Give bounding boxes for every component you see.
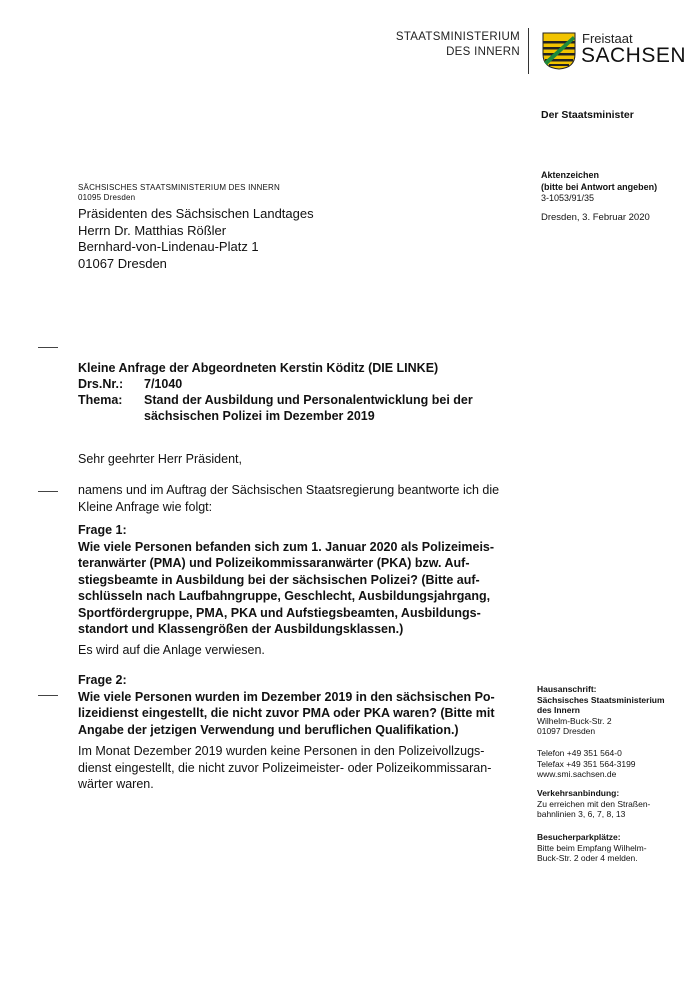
question-1-line: teranwärter (PMA) und Polizeikommissaranwärter (PKA) bzw. Auf-: [78, 556, 470, 570]
intro-line-2: Kleine Anfrage wie folgt:: [78, 499, 213, 514]
ministry-line-2: DES INNERN: [446, 46, 520, 58]
parking-line-2: Buck-Str. 2 oder 4 melden.: [537, 853, 638, 863]
recipient-line: Bernhard-von-Lindenau-Platz 1: [78, 239, 259, 254]
question-1-line: standort und Klassengrößen der Ausbildungsklassen.): [78, 622, 404, 636]
question-1: [78, 522, 511, 638]
recipient-line: Präsidenten des Sächsischen Landtages: [78, 206, 314, 221]
answer-2-line: wärter waren.: [78, 777, 154, 791]
answer-2: [78, 743, 511, 793]
saxony-coat-of-arms-icon: [542, 32, 576, 70]
question-1-line: Wie viele Personen befanden sich zum 1. Januar 2020 als Polizeimeis-: [78, 539, 495, 554]
drs-label: Drs.Nr.:: [78, 377, 124, 391]
answer-2-line: dienst eingestellt, die nicht zuvor Polizeimeister- oder Polizeikommissaran-: [78, 760, 492, 775]
logo-sachsen: SACHSEN: [581, 44, 687, 67]
sender-line-2: 01095 Dresden: [78, 193, 136, 202]
thema-row: [78, 392, 473, 408]
subject-title: Kleine Anfrage der Abgeordneten Kerstin Köditz (DIE LINKE): [78, 361, 439, 375]
contact-info: [537, 748, 677, 780]
letter-date: Dresden, 3. Februar 2020: [541, 212, 650, 223]
thema-line-2: sächsischen Polizei im Dezember 2019: [144, 409, 375, 423]
question-2-line: Wie viele Personen wurden im Dezember 2019 in den sächsischen Po-: [78, 689, 495, 704]
transit-info: [537, 788, 677, 820]
answer-1: Es wird auf die Anlage verwiesen.: [78, 643, 265, 657]
fold-mark: [38, 695, 58, 696]
ministry-line-1: STAATSMINISTERIUM: [395, 31, 520, 43]
reference-label: Aktenzeichen: [541, 170, 600, 180]
office-name-1: Sächsisches Staatsministerium: [537, 694, 665, 705]
intro-line-1: namens und im Auftrag der Sächsischen Staatsregierung beantworte ich die: [78, 483, 500, 497]
drs-value: 7/1040: [144, 377, 183, 391]
question-2: [78, 672, 511, 738]
recipient-address: [78, 206, 314, 272]
phone-number: Telefon +49 351 564-0: [537, 748, 622, 758]
sender-return-address: [78, 183, 280, 203]
fold-mark: [38, 347, 58, 348]
file-reference: [541, 170, 657, 205]
question-2-line: lizeidienst eingestellt, die nicht zuvor PMA oder PKA waren? (Bitte mit: [78, 706, 495, 720]
office-city: 01097 Dresden: [537, 726, 596, 736]
subject-block: [78, 360, 473, 424]
salutation: Sehr geehrter Herr Präsident,: [78, 452, 242, 466]
question-2-label: Frage 2:: [78, 673, 127, 687]
parking-info: [537, 832, 677, 864]
office-address-title: Hausanschrift:: [537, 684, 597, 694]
question-1-line: stiegsbeamte in Ausbildung bei der sächsischen Polizei? (Bitte auf-: [78, 572, 480, 587]
parking-line-1: Bitte beim Empfang Wilhelm-: [537, 842, 647, 853]
transit-line-1: Zu erreichen mit den Straßen-: [537, 798, 651, 809]
office-name-2: des Innern: [537, 705, 580, 715]
header-divider: [528, 28, 529, 74]
fold-mark: [38, 491, 58, 492]
reference-number: 3-1053/91/35: [541, 193, 595, 203]
thema-line-1: Stand der Ausbildung und Personalentwicklung bei der: [144, 393, 473, 407]
recipient-line: Herrn Dr. Matthias Rößler: [78, 222, 227, 238]
question-1-line: Sportfördergruppe, PMA, PKA und Aufstiegsbeamten, Ausbildungs-: [78, 605, 481, 620]
transit-title: Verkehrsanbindung:: [537, 788, 620, 798]
website-link[interactable]: www.smi.sachsen.de: [537, 769, 617, 779]
question-1-line: schlüsseln nach Laufbahngruppe, Geschlecht, Ausbildungsjahrgang,: [78, 589, 491, 603]
recipient-line: 01067 Dresden: [78, 255, 167, 271]
intro-paragraph: [78, 482, 511, 515]
thema-label: Thema:: [78, 393, 123, 407]
thema-row-2: [78, 408, 473, 424]
office-address: [537, 684, 677, 737]
parking-title: Besucherparkplätze:: [537, 832, 621, 842]
drs-row: [78, 376, 473, 392]
question-2-line: Angabe der jetzigen Verwendung und beruflichen Qualifikation.): [78, 722, 459, 737]
ministry-name: [396, 30, 520, 60]
reference-hint: (bitte bei Antwort angeben): [541, 181, 658, 192]
sender-line-1: SÄCHSISCHES STAATSMINISTERIUM DES INNERN: [78, 183, 280, 192]
transit-line-2: bahnlinien 3, 6, 7, 8, 13: [537, 809, 626, 819]
question-1-label: Frage 1:: [78, 523, 127, 537]
minister-title: Der Staatsminister: [541, 109, 634, 121]
logo-freistaat: Freistaat: [582, 31, 633, 46]
answer-2-line: Im Monat Dezember 2019 wurden keine Personen in den Polizeivollzugs-: [78, 744, 485, 758]
office-street: Wilhelm-Buck-Str. 2: [537, 715, 612, 726]
fax-number: Telefax +49 351 564-3199: [537, 758, 636, 769]
